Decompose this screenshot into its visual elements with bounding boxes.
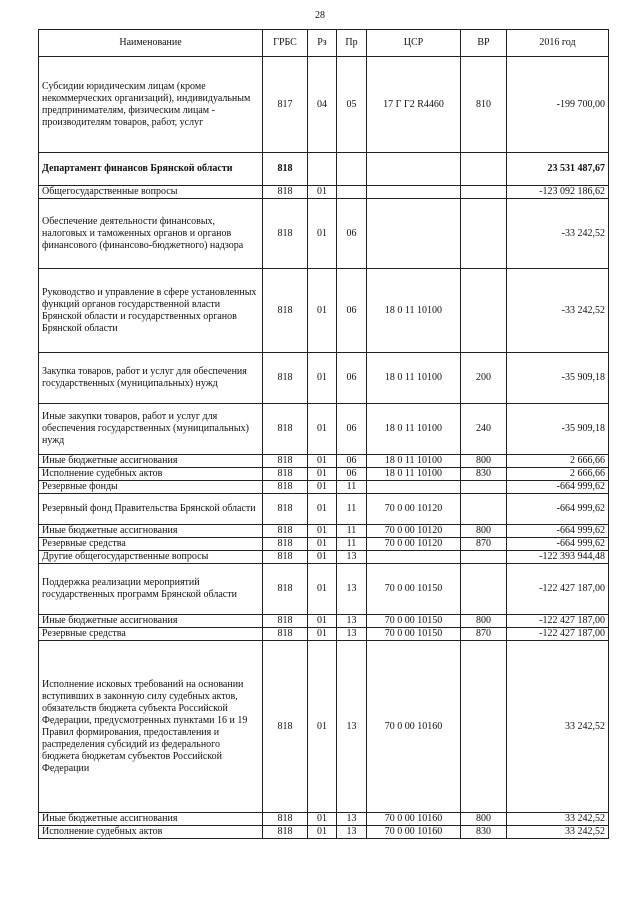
table-row — [39, 186, 609, 199]
cell-name: Исполнение исковых требований на основании вступивших в законную силу судебных актов, обязательств бюджета субъекта Российской Федерации, предусмотренных пунктами 16 и 19 Правил формирования, предоставления и распределения субсидий из федерального бюджета бюджетам субъектов Российской Федерации — [39, 641, 263, 813]
cell-sum: -122 427 187,00 — [507, 564, 609, 615]
cell-sum: -33 242,52 — [507, 199, 609, 269]
table-row — [39, 538, 609, 551]
table-row — [39, 525, 609, 538]
cell-grbs: 818 — [263, 353, 308, 404]
cell-csr: 70 0 00 10160 — [367, 641, 461, 813]
cell-csr: 70 0 00 10150 — [367, 564, 461, 615]
table-row — [39, 628, 609, 641]
cell-csr: 18 0 11 10100 — [367, 404, 461, 455]
cell-csr: 17 Г Г2 R4460 — [367, 57, 461, 153]
cell-sum: 33 242,52 — [507, 813, 609, 826]
cell-name: Иные бюджетные ассигнования — [39, 813, 263, 826]
cell-vr: 870 — [461, 628, 507, 641]
cell-grbs: 818 — [263, 564, 308, 615]
table-row — [39, 269, 609, 353]
cell-grbs: 818 — [263, 481, 308, 494]
cell-name: Иные бюджетные ассигнования — [39, 615, 263, 628]
cell-vr — [461, 481, 507, 494]
cell-name: Руководство и управление в сфере установленных функций органов государственной власти Брянской области и государственных органов Брянской области — [39, 269, 263, 353]
cell-sum: -122 393 944,48 — [507, 551, 609, 564]
cell-csr: 18 0 11 10100 — [367, 468, 461, 481]
cell-rz: 01 — [308, 186, 337, 199]
cell-name: Субсидии юридическим лицам (кроме некоммерческих организаций), индивидуальным предпринимателям, физическим лицам - производителям товаров, работ, услуг — [39, 57, 263, 153]
cell-rz: 01 — [308, 455, 337, 468]
cell-grbs: 818 — [263, 538, 308, 551]
table-row — [39, 404, 609, 455]
cell-name: Обеспечение деятельности финансовых, налоговых и таможенных органов и органов финансового (финансово-бюджетного) надзора — [39, 199, 263, 269]
cell-csr — [367, 186, 461, 199]
cell-pr: 06 — [337, 455, 367, 468]
cell-vr: 800 — [461, 525, 507, 538]
cell-name: Исполнение судебных актов — [39, 468, 263, 481]
budget-table — [38, 29, 609, 839]
cell-sum: -664 999,62 — [507, 525, 609, 538]
cell-name: Резервные фонды — [39, 481, 263, 494]
cell-csr: 70 0 00 10120 — [367, 538, 461, 551]
cell-grbs: 818 — [263, 199, 308, 269]
table-row — [39, 564, 609, 615]
cell-vr — [461, 153, 507, 186]
table-row — [39, 153, 609, 186]
cell-name: Иные бюджетные ассигнования — [39, 455, 263, 468]
cell-grbs: 818 — [263, 628, 308, 641]
cell-grbs: 818 — [263, 468, 308, 481]
cell-vr — [461, 269, 507, 353]
table-row — [39, 813, 609, 826]
cell-pr: 06 — [337, 269, 367, 353]
table-row — [39, 494, 609, 525]
cell-rz: 01 — [308, 481, 337, 494]
header-vr: ВР — [461, 30, 507, 57]
cell-rz: 01 — [308, 551, 337, 564]
cell-vr: 800 — [461, 615, 507, 628]
cell-vr: 810 — [461, 57, 507, 153]
cell-vr: 800 — [461, 813, 507, 826]
cell-rz: 01 — [308, 826, 337, 839]
cell-vr — [461, 199, 507, 269]
header-year: 2016 год — [507, 30, 609, 57]
cell-vr: 830 — [461, 826, 507, 839]
cell-vr — [461, 186, 507, 199]
cell-grbs: 818 — [263, 494, 308, 525]
cell-csr — [367, 551, 461, 564]
header-csr: ЦСР — [367, 30, 461, 57]
cell-pr: 06 — [337, 468, 367, 481]
header-name: Наименование — [39, 30, 263, 57]
cell-vr: 870 — [461, 538, 507, 551]
cell-grbs: 818 — [263, 269, 308, 353]
table-row — [39, 468, 609, 481]
cell-sum: -123 092 186,62 — [507, 186, 609, 199]
cell-rz: 01 — [308, 269, 337, 353]
cell-sum: 33 242,52 — [507, 641, 609, 813]
header-rz: Рз — [308, 30, 337, 57]
cell-pr: 13 — [337, 641, 367, 813]
cell-csr: 70 0 00 10120 — [367, 525, 461, 538]
cell-rz: 01 — [308, 813, 337, 826]
cell-rz: 01 — [308, 468, 337, 481]
cell-name: Департамент финансов Брянской области — [39, 153, 263, 186]
cell-grbs: 818 — [263, 826, 308, 839]
cell-csr: 70 0 00 10160 — [367, 826, 461, 839]
cell-csr: 70 0 00 10120 — [367, 494, 461, 525]
table-row — [39, 641, 609, 813]
table-row — [39, 481, 609, 494]
cell-pr: 06 — [337, 353, 367, 404]
cell-rz: 01 — [308, 628, 337, 641]
table-row — [39, 551, 609, 564]
table-row — [39, 57, 609, 153]
cell-grbs: 818 — [263, 615, 308, 628]
header-grbs: ГРБС — [263, 30, 308, 57]
cell-rz: 01 — [308, 404, 337, 455]
cell-sum: -35 909,18 — [507, 404, 609, 455]
cell-csr: 70 0 00 10150 — [367, 615, 461, 628]
cell-sum: -122 427 187,00 — [507, 615, 609, 628]
cell-sum: -199 700,00 — [507, 57, 609, 153]
cell-vr — [461, 564, 507, 615]
cell-pr: 13 — [337, 615, 367, 628]
cell-grbs: 817 — [263, 57, 308, 153]
cell-name: Иные бюджетные ассигнования — [39, 525, 263, 538]
cell-sum: -664 999,62 — [507, 538, 609, 551]
cell-rz — [308, 153, 337, 186]
cell-name: Общегосударственные вопросы — [39, 186, 263, 199]
cell-vr: 800 — [461, 455, 507, 468]
cell-pr: 13 — [337, 551, 367, 564]
cell-rz: 04 — [308, 57, 337, 153]
table-header-row — [39, 30, 609, 57]
cell-pr: 06 — [337, 404, 367, 455]
cell-pr: 06 — [337, 199, 367, 269]
cell-grbs: 818 — [263, 404, 308, 455]
cell-name: Резервные средства — [39, 628, 263, 641]
cell-vr: 830 — [461, 468, 507, 481]
cell-name: Другие общегосударственные вопросы — [39, 551, 263, 564]
cell-sum: 2 666,66 — [507, 455, 609, 468]
cell-sum: -122 427 187,00 — [507, 628, 609, 641]
cell-pr — [337, 186, 367, 199]
cell-name: Поддержка реализации мероприятий государственных программ Брянской области — [39, 564, 263, 615]
cell-grbs: 818 — [263, 153, 308, 186]
cell-rz: 01 — [308, 615, 337, 628]
cell-name: Резервные средства — [39, 538, 263, 551]
cell-pr: 11 — [337, 494, 367, 525]
cell-grbs: 818 — [263, 186, 308, 199]
cell-rz: 01 — [308, 525, 337, 538]
cell-rz: 01 — [308, 494, 337, 525]
cell-name: Иные закупки товаров, работ и услуг для обеспечения государственных (муниципальных) нужд — [39, 404, 263, 455]
cell-rz: 01 — [308, 353, 337, 404]
cell-csr — [367, 199, 461, 269]
cell-name: Резервный фонд Правительства Брянской области — [39, 494, 263, 525]
table-row — [39, 353, 609, 404]
cell-sum: 33 242,52 — [507, 826, 609, 839]
cell-pr: 13 — [337, 826, 367, 839]
table-row — [39, 615, 609, 628]
cell-vr: 200 — [461, 353, 507, 404]
cell-csr: 70 0 00 10150 — [367, 628, 461, 641]
cell-grbs: 818 — [263, 641, 308, 813]
cell-rz: 01 — [308, 564, 337, 615]
cell-sum: -33 242,52 — [507, 269, 609, 353]
cell-rz: 01 — [308, 538, 337, 551]
table-row — [39, 826, 609, 839]
cell-grbs: 818 — [263, 455, 308, 468]
cell-sum: -35 909,18 — [507, 353, 609, 404]
cell-csr: 18 0 11 10100 — [367, 455, 461, 468]
cell-name: Закупка товаров, работ и услуг для обеспечения государственных (муниципальных) нужд — [39, 353, 263, 404]
cell-sum: 23 531 487,67 — [507, 153, 609, 186]
cell-pr: 13 — [337, 813, 367, 826]
cell-pr: 11 — [337, 538, 367, 551]
cell-vr — [461, 494, 507, 525]
cell-sum: -664 999,62 — [507, 494, 609, 525]
cell-csr: 70 0 00 10160 — [367, 813, 461, 826]
cell-name: Исполнение судебных актов — [39, 826, 263, 839]
cell-vr — [461, 551, 507, 564]
cell-vr — [461, 641, 507, 813]
cell-pr: 11 — [337, 525, 367, 538]
cell-grbs: 818 — [263, 813, 308, 826]
cell-csr — [367, 153, 461, 186]
cell-vr: 240 — [461, 404, 507, 455]
cell-pr: 05 — [337, 57, 367, 153]
page-number: 28 — [315, 10, 325, 21]
cell-rz: 01 — [308, 641, 337, 813]
cell-csr: 18 0 11 10100 — [367, 353, 461, 404]
cell-csr — [367, 481, 461, 494]
cell-sum: -664 999,62 — [507, 481, 609, 494]
table-row — [39, 199, 609, 269]
cell-csr: 18 0 11 10100 — [367, 269, 461, 353]
cell-pr: 13 — [337, 628, 367, 641]
cell-grbs: 818 — [263, 525, 308, 538]
cell-pr — [337, 153, 367, 186]
cell-pr: 11 — [337, 481, 367, 494]
header-pr: Пр — [337, 30, 367, 57]
cell-grbs: 818 — [263, 551, 308, 564]
cell-sum: 2 666,66 — [507, 468, 609, 481]
cell-pr: 13 — [337, 564, 367, 615]
cell-rz: 01 — [308, 199, 337, 269]
table-row — [39, 455, 609, 468]
